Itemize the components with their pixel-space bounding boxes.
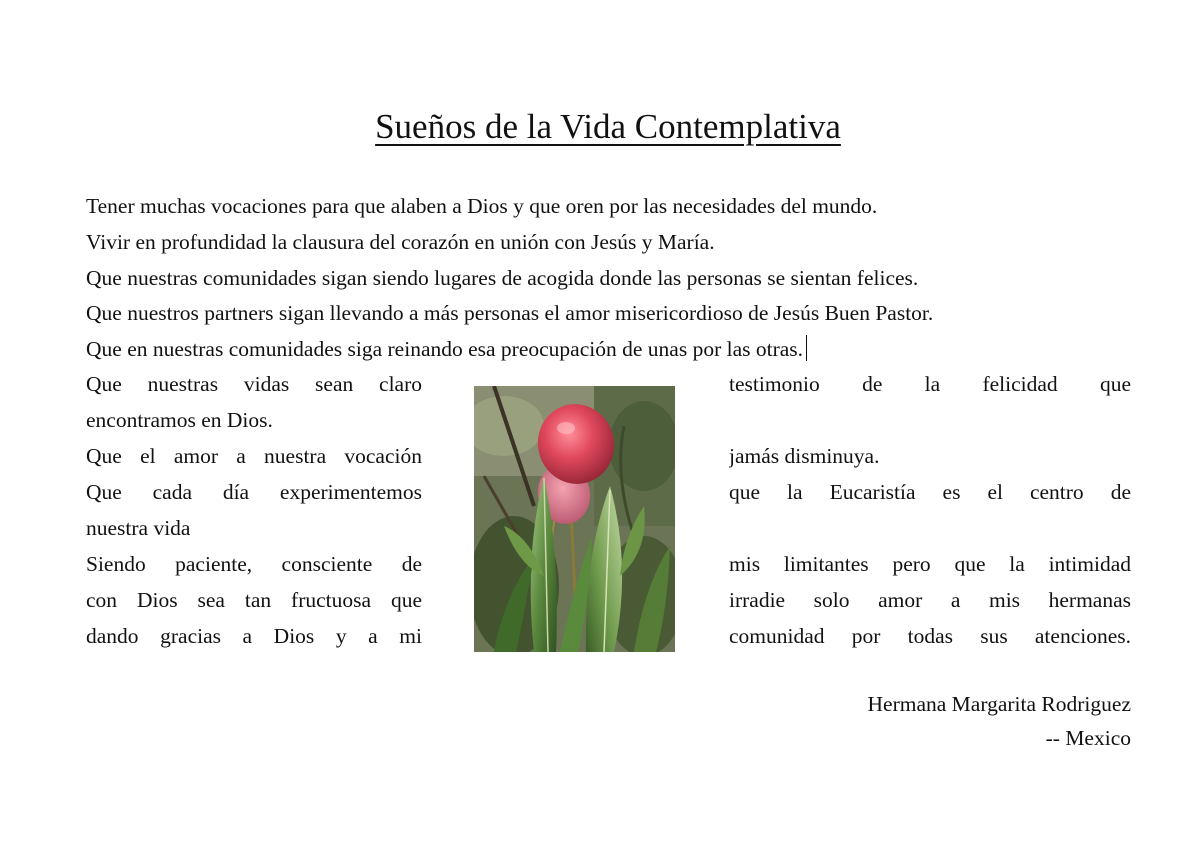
paragraph-line-4: Que nuestros partners sigan llevando a más personas el amor misericordioso de Jesús Buen Pastor. [86,301,934,325]
left-line-7: con Dios sea tan fructuosa que [86,588,422,612]
right-line-6: mis limitantes pero que la intimidad [729,552,1131,576]
right-line-7: irradie solo amor a mis hermanas [729,588,1131,612]
title-text: Sueños de la Vida Contemplativa [375,107,841,146]
paragraph-line-5: Que en nuestras comunidades siga reinando esa preocupación de unas por las otras. [86,337,804,361]
wrap-line-2: nuestra vida [86,516,191,540]
left-line-8: dando gracias a Dios y a mi [86,624,422,648]
signature-country: -- Mexico [1045,726,1131,750]
left-line-4: Que cada día experimentemos [86,480,422,504]
right-line-3: jamás disminuya. [729,444,880,468]
paragraph-line-2: Vivir en profundidad la clausura del corazón en unión con Jesús y María. [86,230,715,254]
left-line-1: Que nuestras vidas sean claro [86,372,422,396]
paragraph-line-5-wrapper [86,335,807,363]
text-cursor [806,335,807,361]
mango-fruit-photo [474,386,675,652]
signature-name: Hermana Margarita Rodriguez [867,692,1131,716]
mango-plant-icon [474,386,675,652]
right-line-1: testimonio de la felicidad que [729,372,1131,396]
paragraph-line-3: Que nuestras comunidades sigan siendo lugares de acogida donde las personas se sientan felices. [86,266,919,290]
wrap-line-1: encontramos en Dios. [86,408,273,432]
page-title [0,104,1200,150]
left-line-3: Que el amor a nuestra vocación [86,444,422,468]
paragraph-line-1: Tener muchas vocaciones para que alaben a Dios y que oren por las necesidades del mundo. [86,194,878,218]
left-line-6: Siendo paciente, consciente de [86,552,422,576]
right-line-8: comunidad por todas sus atenciones. [729,624,1131,648]
right-line-4: que la Eucaristía es el centro de [729,480,1131,504]
